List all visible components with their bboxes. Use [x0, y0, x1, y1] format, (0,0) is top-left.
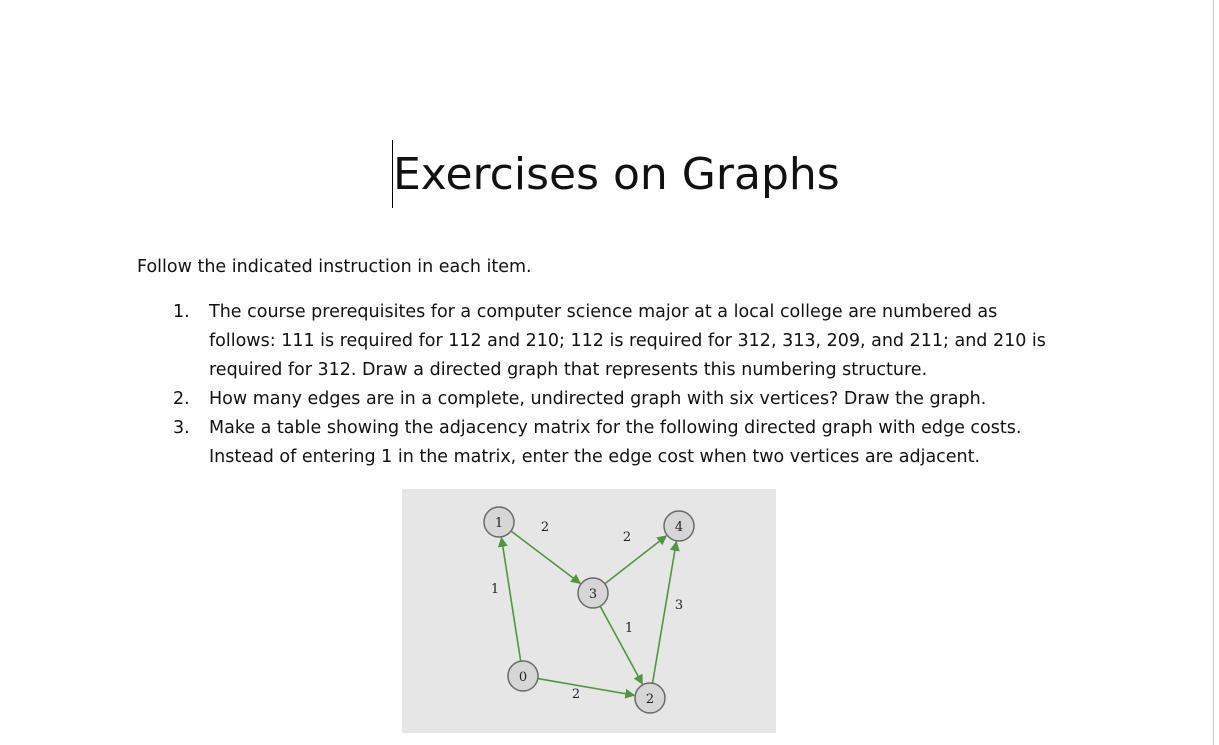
- edge-3-to-2: [600, 606, 642, 684]
- vertex-1: [484, 507, 514, 537]
- vertex-label: 0: [518, 670, 528, 685]
- vertex-4: [664, 511, 694, 541]
- edge-cost-label: 2: [571, 687, 581, 702]
- list-item-number: 3.: [173, 418, 190, 438]
- directed-graph: [402, 489, 776, 733]
- edge-3-to-4: [605, 536, 667, 584]
- list-item-line: How many edges are in a complete, undirected graph with six vertices? Draw the graph.: [209, 389, 987, 409]
- list-item-line: Make a table showing the adjacency matrix for the following directed graph with edge costs.: [209, 418, 1022, 438]
- edge-cost-label: 2: [622, 530, 632, 545]
- vertex-2: [635, 683, 665, 713]
- edge-cost-label: 1: [624, 621, 634, 636]
- edge-cost-label: 3: [674, 598, 684, 613]
- edge-2-to-4: [652, 542, 676, 683]
- intro-paragraph: Follow the indicated instruction in each item.: [137, 257, 532, 277]
- graph-figure: [402, 489, 776, 733]
- exercise-list: [137, 298, 1097, 472]
- list-item-line: follows: 111 is required for 112 and 210; 112 is required for 312, 313, 209, and 211; and 210 is: [209, 331, 1046, 351]
- edge-0-to-2: [538, 679, 634, 696]
- scrollbar[interactable]: [1213, 0, 1214, 745]
- edge-cost-label: 2: [540, 520, 550, 535]
- list-item-number: 2.: [173, 389, 190, 409]
- list-item-line: required for 312. Draw a directed graph that represents this numbering structure.: [209, 360, 928, 380]
- vertex-0: [508, 661, 538, 691]
- edge-0-to-1: [501, 538, 520, 661]
- edge-cost-label: 1: [490, 582, 500, 597]
- list-item-number: 1.: [173, 302, 190, 322]
- edge-1-to-3: [511, 531, 580, 583]
- list-item: [137, 298, 1097, 385]
- page-title: Exercises on Graphs: [393, 149, 840, 200]
- list-item: [137, 385, 1097, 414]
- vertex-label: 3: [588, 587, 598, 602]
- vertex-label: 1: [494, 516, 504, 531]
- vertex-label: 4: [674, 520, 684, 535]
- list-item-line: Instead of entering 1 in the matrix, enter the edge cost when two vertices are adjacent.: [209, 447, 981, 467]
- vertex-3: [578, 578, 608, 608]
- vertex-label: 2: [645, 692, 655, 707]
- list-item: [137, 414, 1097, 472]
- list-item-line: The course prerequisites for a computer science major at a local college are numbered as: [209, 302, 998, 322]
